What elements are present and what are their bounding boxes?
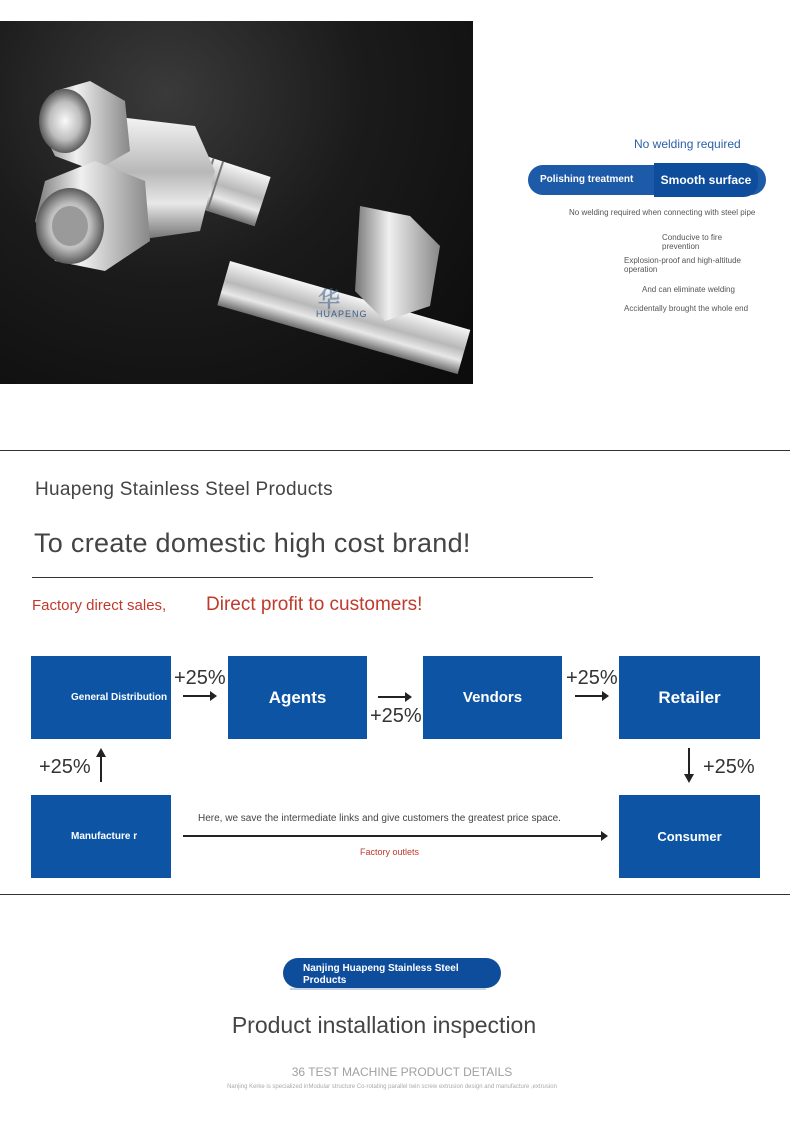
watermark-logo: 华 (318, 287, 341, 312)
section-title: Product installation inspection (231, 1012, 537, 1038)
factory-direct-sales: Factory direct sales, (32, 597, 167, 614)
markup-label: +25% (174, 667, 226, 689)
direct-profit: Direct profit to customers! (206, 594, 423, 615)
consumer-box: Consumer (619, 795, 760, 878)
polishing-label: Polishing treatment (540, 174, 634, 185)
arrow-right-icon (183, 835, 606, 837)
slogan-underline (32, 577, 593, 578)
agents-box: Agents (228, 656, 367, 739)
markup-label: +25% (39, 756, 91, 778)
markup-label: +25% (566, 667, 618, 689)
arrow-right-icon (183, 695, 215, 697)
retailer-box: Retailer (619, 656, 760, 739)
product-photo (0, 21, 473, 384)
fine-print: Nanjing Kerke is specialized inModular structure Co-rotating parallel twin screw extrusion design and manufacture ,extrusion (227, 1084, 557, 1090)
feature-item: No welding required when connecting with steel pipe (569, 208, 756, 217)
feature-item: Explosion-proof and high-altitude operation (624, 256, 741, 274)
arrow-down-icon (683, 748, 695, 784)
tee-fitting-illustration (0, 21, 473, 384)
markup-label: +25% (370, 705, 422, 727)
no-welding-label: No welding required (634, 137, 741, 151)
section-divider (0, 450, 790, 451)
factory-outlets-label: Factory outlets (360, 847, 420, 857)
arrow-right-icon (575, 695, 607, 697)
feature-item: And can eliminate welding (642, 285, 735, 294)
general-distribution-box: General Distribution (31, 656, 171, 739)
section-subtitle: 36 TEST MACHINE PRODUCT DETAILS (291, 1065, 513, 1079)
feature-item: Accidentally brought the whole end (624, 304, 749, 313)
slogan: To create domestic high cost brand! (34, 528, 471, 558)
savings-note: Here, we save the intermediate links and give customers the greatest price space. (198, 813, 561, 824)
arrow-up-icon (95, 748, 107, 784)
pill-shadow (290, 988, 486, 990)
vendors-box: Vendors (423, 656, 562, 739)
company-name: Nanjing Huapeng Stainless Steel Products (303, 963, 459, 986)
markup-label: +25% (703, 756, 755, 778)
section-divider (0, 894, 790, 895)
watermark-text: HUAPENG (316, 309, 368, 319)
feature-item: Conducive to fire prevention (662, 233, 723, 251)
arrow-right-icon (378, 696, 410, 698)
brand-title: Huapeng Stainless Steel Products (35, 479, 333, 500)
manufacturer-box: Manufacture r (31, 795, 171, 878)
smooth-surface-label: Smooth surface (654, 163, 758, 197)
